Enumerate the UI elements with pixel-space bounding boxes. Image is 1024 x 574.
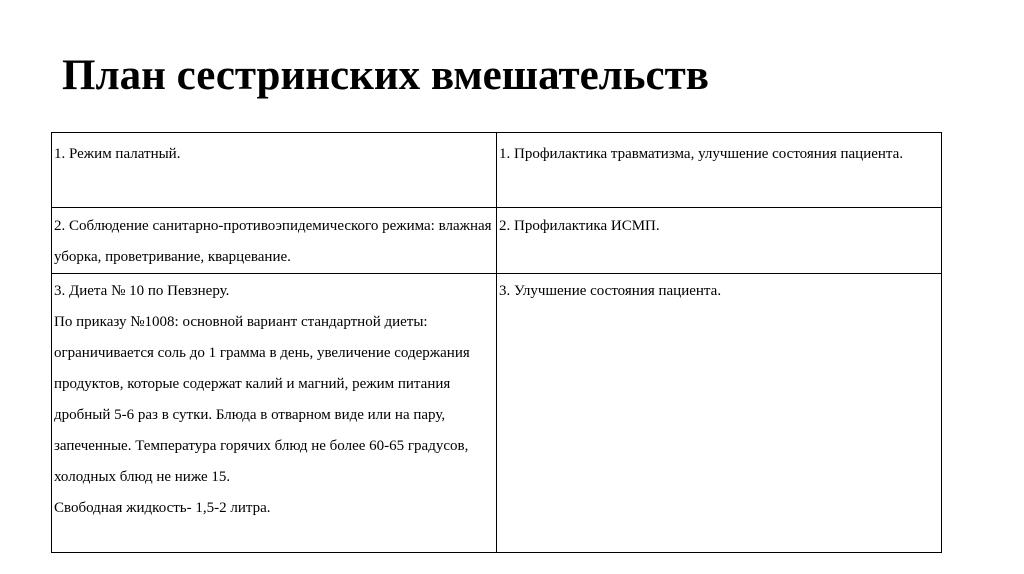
cell-text: 2. Соблюдение санитарно-противоэпидемического режима: влажная уборка, проветривание, кварцевание. [54,218,492,265]
table-row [52,133,942,208]
interventions-table [51,132,942,553]
table-cell-right [497,208,942,274]
table-row [52,208,942,274]
cell-text: 1. Режим палатный. [54,146,181,162]
cell-text: Свободная жидкость- 1,5-2 литра. [54,500,271,516]
cell-text: 3. Улучшение состояния пациента. [499,283,722,299]
table-row [52,274,942,553]
cell-text: 3. Диета № 10 по Певзнеру. [54,283,230,299]
cell-text: По приказу №1008: основной вариант стандартной диеты: ограничивается соль до 1 грамма в день, увеличение содержания продуктов, которые содержат калий и магний, режим питания дробный 5-6 раз в сутки. Блюда в отварном виде или на пару, запеченные. Температура горячих блюд не более 60-65 градусов, холодных блюд не ниже 15. [54,314,470,485]
cell-text: 2. Профилактика ИСМП. [499,218,660,234]
table-cell-left [52,208,497,274]
table-cell-left [52,133,497,208]
cell-text: 1. Профилактика травматизма, улучшение состояния пациента. [499,146,904,162]
slide-title: План сестринских вмешательств [62,52,709,99]
table-cell-right [497,274,942,553]
table-cell-right [497,133,942,208]
table-cell-left [52,274,497,553]
